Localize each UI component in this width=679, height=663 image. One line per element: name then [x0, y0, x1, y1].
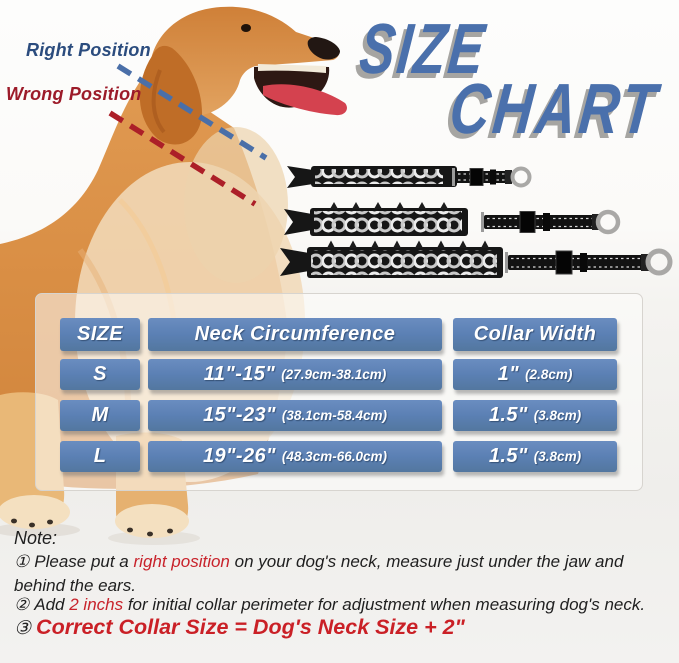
metal-clamp [481, 212, 484, 232]
header-neck-label: Neck Circumference [194, 323, 396, 345]
neck-inches: 11"-15" [203, 363, 276, 385]
d-ring [598, 212, 618, 232]
chain-links [314, 211, 462, 233]
dog-paw [0, 495, 70, 529]
row-m-neck-cell [148, 400, 442, 431]
row-s-neck-cell [148, 359, 442, 390]
note-text: Add [34, 595, 70, 614]
note-highlight: 2 inchs [69, 595, 124, 614]
row-s-width-cell [453, 359, 617, 390]
width-inches: 1.5" [488, 445, 528, 467]
collar-image-large [280, 241, 670, 279]
collar-strap-thin [508, 255, 646, 270]
buckle-end [284, 209, 312, 235]
slider [580, 253, 587, 272]
note-text: Please put a [34, 552, 134, 571]
size-value: L [93, 445, 107, 467]
chain-links [315, 169, 443, 184]
right-position-label: Right Position [26, 40, 151, 60]
note-text: on your dog's neck, measure just under the jaw and behind the ears. [14, 552, 624, 595]
note-heading: Note: [14, 528, 58, 548]
note-number-1: ① [14, 552, 30, 571]
header-size-cell [60, 318, 140, 351]
row-l-size-cell [60, 441, 140, 472]
paw-nail [11, 519, 17, 524]
row-l-width-cell [453, 441, 617, 472]
neck-inches: 19"-26" [203, 445, 276, 467]
header-width-label: Collar Width [473, 323, 597, 345]
title-line-chart: CHART [446, 70, 663, 149]
row-m-size-cell [60, 400, 140, 431]
note-item-3 [14, 615, 465, 640]
note-item-1 [14, 550, 666, 598]
neck-inches: 15"-23" [203, 404, 276, 426]
size-value: S [93, 363, 107, 385]
wrong-position-label: Wrong Position [6, 84, 142, 104]
note-text: for initial collar perimeter for adjustment when measuring dog's neck. [123, 595, 646, 614]
buckle [556, 251, 572, 274]
width-inches: 1" [497, 363, 520, 385]
row-m-width-cell [453, 400, 617, 431]
dog-eye [241, 24, 251, 32]
size-value: M [91, 404, 109, 426]
buckle [520, 212, 535, 233]
note-item-2 [14, 595, 645, 615]
header-width-cell [453, 318, 617, 351]
slider [543, 213, 550, 231]
header-size-label: SIZE [76, 323, 124, 345]
d-ring [513, 169, 530, 186]
note-number-3: ③ [14, 618, 32, 639]
note-formula: Correct Collar Size = Dog's Neck Size + 2" [36, 615, 465, 639]
slider [490, 170, 496, 185]
dog-tongue [263, 84, 347, 115]
width-cm: (3.8cm) [533, 408, 582, 423]
paw-nail [147, 532, 153, 537]
collar-image-medium [284, 202, 618, 236]
metal-clamp [452, 168, 455, 186]
note-highlight: right position [133, 552, 230, 571]
neck-cm: (27.9cm-38.1cm) [281, 367, 387, 382]
paw-nail [47, 520, 53, 525]
collar-image-small [287, 166, 530, 188]
chain-links [311, 250, 497, 275]
note-number-2: ② [14, 595, 30, 614]
paw-nail [167, 529, 173, 534]
metal-clamp [505, 252, 508, 273]
width-cm: (2.8cm) [525, 367, 573, 382]
d-ring [648, 251, 670, 273]
neck-cm: (38.1cm-58.4cm) [281, 408, 387, 423]
row-s-size-cell [60, 359, 140, 390]
neck-cm: (48.3cm-66.0cm) [281, 449, 387, 464]
spikes [327, 241, 489, 249]
width-cm: (3.8cm) [533, 449, 582, 464]
collar-strap-thin [484, 215, 596, 229]
width-inches: 1.5" [488, 404, 528, 426]
paw-nail [29, 523, 35, 528]
row-l-neck-cell [148, 441, 442, 472]
header-neck-cell [148, 318, 442, 351]
title-line-size: SIZE [356, 10, 491, 89]
buckle [470, 169, 483, 186]
dog-neck-fur [184, 127, 288, 283]
buckle-end [287, 166, 313, 188]
page-title [356, 10, 672, 149]
spikes [330, 202, 448, 209]
paw-nail [127, 528, 133, 533]
